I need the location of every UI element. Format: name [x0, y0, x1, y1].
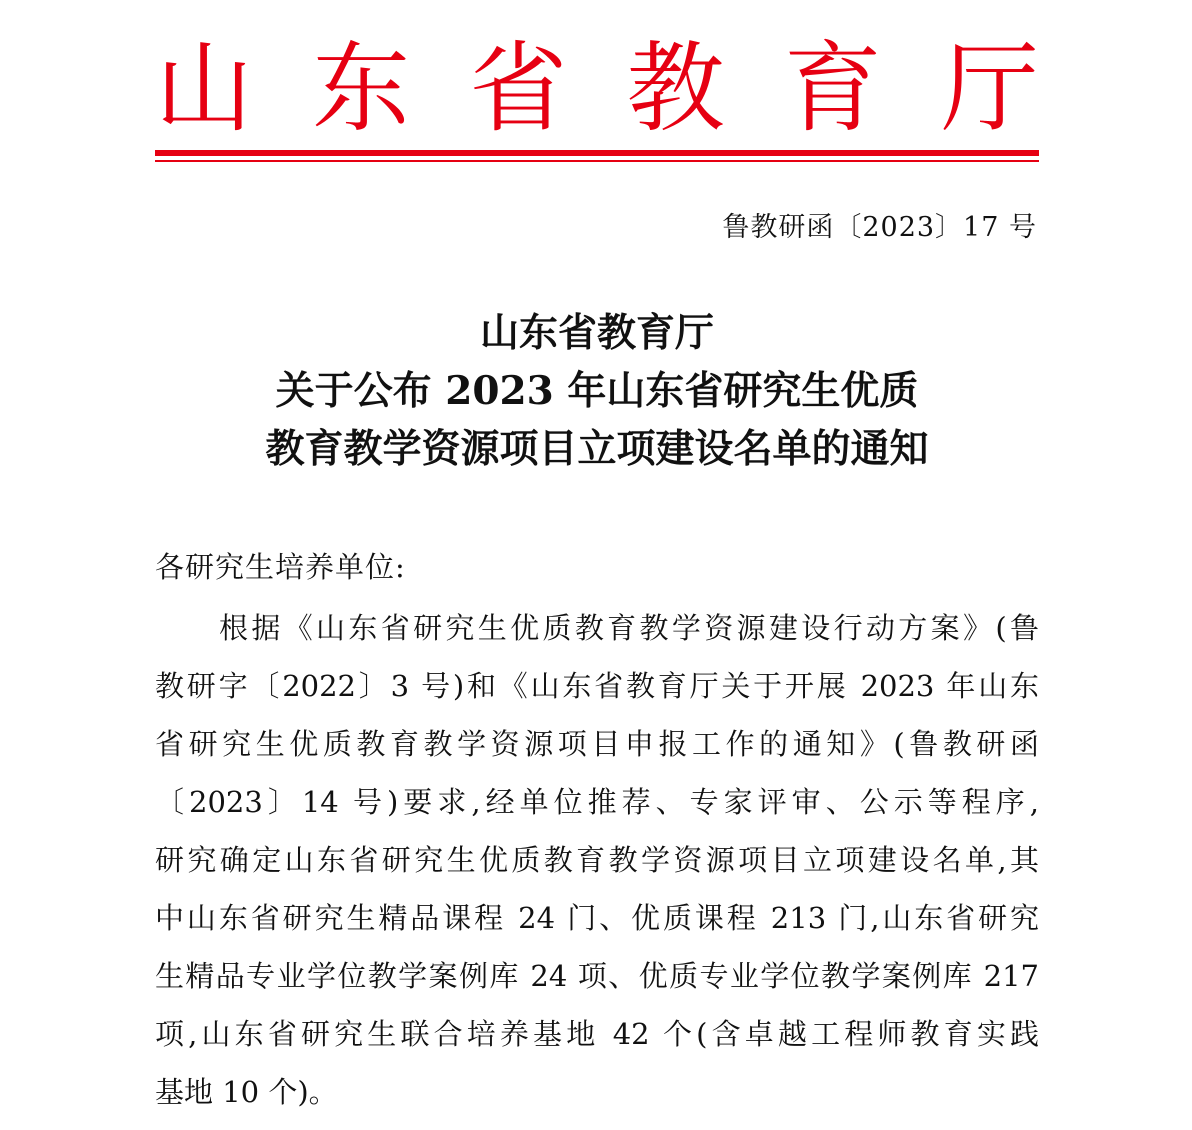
title-line-3: 教育教学资源项目立项建设名单的通知	[265, 426, 929, 472]
masthead-red-header	[155, 34, 1039, 144]
masthead-char: 厅	[940, 32, 1039, 146]
title-line-2: 关于公布 2023 年山东省研究生优质	[275, 368, 919, 414]
body-line: 项,山东省研究生联合培养基地 42 个(含卓越工程师教育实践	[155, 1017, 1039, 1051]
salutation: 各研究生培养单位:	[155, 550, 406, 584]
body-line: 教研字〔2022〕3 号)和《山东省教育厅关于开展 2023 年山东	[155, 669, 1039, 703]
body-line: 中山东省研究生精品课程 24 门、优质课程 213 门,山东省研究	[155, 901, 1039, 935]
masthead-char: 省	[469, 32, 568, 146]
document-title	[155, 304, 1039, 478]
body-line: 〔2023〕14 号)要求,经单位推荐、专家评审、公示等程序,	[155, 785, 1039, 819]
masthead-char: 育	[783, 32, 882, 146]
body-line: 生精品专业学位教学案例库 24 项、优质专业学位教学案例库 217	[155, 959, 1039, 993]
body-line: 研究确定山东省研究生优质教育教学资源项目立项建设名单,其	[155, 843, 1039, 877]
body-paragraph	[155, 599, 1039, 1121]
body-line: 省研究生优质教育教学资源项目申报工作的通知》(鲁教研函	[155, 727, 1039, 761]
masthead-char: 山	[155, 32, 254, 146]
masthead-char: 东	[312, 32, 411, 146]
red-divider-thick	[155, 150, 1039, 156]
masthead-char: 教	[626, 32, 725, 146]
body-line: 基地 10 个)。	[155, 1075, 338, 1109]
document-number: 鲁教研函〔2023〕17 号	[722, 212, 1037, 243]
red-divider-thin	[155, 160, 1039, 162]
body-line: 根据《山东省研究生优质教育教学资源建设行动方案》(鲁	[219, 611, 1039, 645]
title-line-1: 山东省教育厅	[479, 310, 714, 356]
